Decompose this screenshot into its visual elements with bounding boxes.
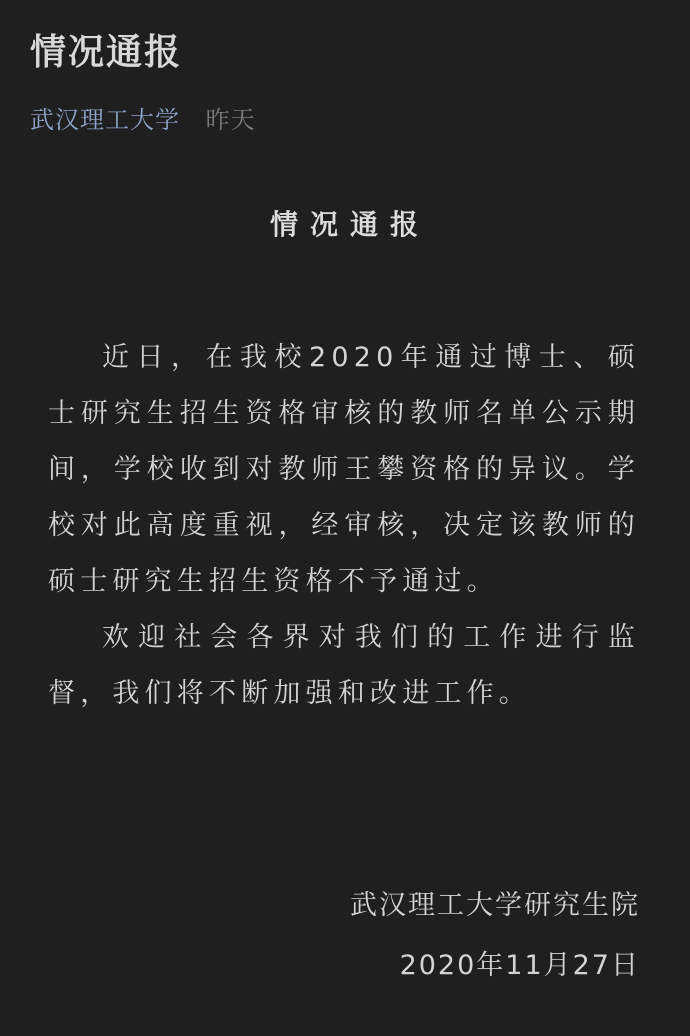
page-title: 情况通报 xyxy=(30,32,183,73)
article-paragraph-2: 欢迎社会各界对我们的工作进行监督，我们将不断加强和改进工作。 xyxy=(48,622,640,709)
article-title: 情况通报 xyxy=(269,208,430,241)
signature-date: 2020年11月27日 xyxy=(399,950,640,981)
article-body xyxy=(48,200,640,722)
signature-block xyxy=(350,876,640,996)
post-meta xyxy=(30,100,256,135)
signature-org: 武汉理工大学研究生院 xyxy=(350,890,640,921)
account-name-link[interactable]: 武汉理工大学 xyxy=(30,106,180,134)
article-paragraph-1: 近日，在我校2020年通过博士、硕士研究生招生资格审核的教师名单公示期间，学校收到对教师王攀资格的异议。学校对此高度重视，经审核，决定该教师的硕士研究生招生资格不予通过。 xyxy=(48,342,640,597)
post-time: 昨天 xyxy=(205,106,256,134)
